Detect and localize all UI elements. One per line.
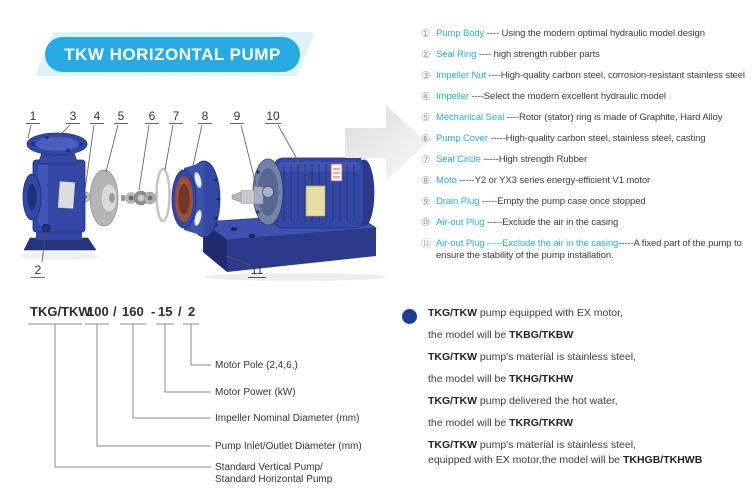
callout-3: 3 bbox=[69, 109, 77, 123]
note-model-result: TKRG/TKRW bbox=[509, 417, 574, 429]
label-series-line1: Standard Vertical Pump/ bbox=[215, 462, 323, 473]
pump-body-shadow bbox=[20, 252, 100, 260]
model-seg-impeller: 160 bbox=[122, 304, 144, 319]
model-code-breakdown bbox=[25, 300, 385, 500]
list-item bbox=[421, 238, 755, 262]
title-banner bbox=[38, 30, 313, 80]
part-description: ----High-quality carbon steel, corrosion-resistant stainless steel bbox=[486, 70, 745, 81]
note-text: the model will be bbox=[428, 329, 510, 341]
model-seg-slash2: / bbox=[178, 304, 182, 319]
part-description-blue: -----Exclude the air in the casing bbox=[484, 238, 619, 249]
page-title: TKW HORIZONTAL PUMP bbox=[64, 44, 281, 64]
callout-4: 4 bbox=[93, 109, 101, 123]
parts-list bbox=[421, 28, 755, 271]
callout-10: 10 bbox=[266, 109, 280, 123]
note-text: pump's material is stainless steel, bbox=[477, 439, 636, 451]
seal-circle-illustration bbox=[157, 169, 170, 221]
model-seg-pole: 2 bbox=[188, 304, 196, 319]
item-number: ⑧ bbox=[421, 175, 431, 187]
note-model-lead: TKG/TKW bbox=[428, 439, 477, 451]
part-name: Air-out Plug bbox=[436, 217, 485, 228]
callout-2: 2 bbox=[34, 263, 42, 277]
item-number: ⑥ bbox=[421, 133, 431, 145]
list-item bbox=[421, 196, 755, 208]
item-number: ⑤ bbox=[421, 112, 431, 124]
list-item bbox=[421, 217, 755, 229]
model-seg-series: TKG/TKW bbox=[30, 304, 91, 319]
callout-7: 7 bbox=[172, 109, 180, 123]
part-description: ---- high strength rubber parts bbox=[476, 49, 600, 60]
label-motor-pole: Motor Pole (2,4,6,) bbox=[215, 360, 298, 371]
model-seg-power: 15 bbox=[158, 304, 173, 319]
part-name: Impeller bbox=[436, 91, 469, 102]
part-description: ---- Using the modern optimal hydraulic model design bbox=[484, 28, 705, 39]
pump-exploded-diagram bbox=[0, 100, 430, 300]
part-description: -----Exclude the air in the casing bbox=[484, 217, 619, 228]
motor-label bbox=[331, 164, 342, 181]
list-item bbox=[421, 175, 755, 187]
motor-illustration bbox=[274, 150, 374, 228]
model-seg-inlet: 100 bbox=[87, 304, 109, 319]
part-description: -----High-quality carbon steel, stainless steel, casting bbox=[487, 133, 706, 144]
note-text: pump's material is stainless steel, bbox=[477, 351, 636, 363]
list-item bbox=[421, 133, 755, 145]
list-item bbox=[421, 112, 755, 124]
model-seg-slash1: / bbox=[113, 304, 117, 319]
list-item bbox=[421, 49, 755, 61]
pump-cover-illustration bbox=[172, 161, 220, 237]
banner-pill bbox=[45, 37, 300, 72]
list-item bbox=[421, 91, 755, 103]
model-variant-notes bbox=[400, 306, 752, 468]
note-bullet-icon bbox=[402, 309, 417, 324]
item-number: ③ bbox=[421, 70, 431, 82]
part-name: Mechanical Seal bbox=[436, 112, 505, 123]
part-name: Air-out Plug bbox=[436, 238, 485, 249]
note-model-lead: TKG/TKW bbox=[428, 307, 477, 319]
note-model-result: TKHG/TKHW bbox=[509, 373, 574, 385]
note-text: pump delivered the hot water, bbox=[477, 395, 618, 407]
callout-5: 5 bbox=[117, 109, 125, 123]
note-model-result: TKBG/TKBW bbox=[509, 329, 574, 341]
note-text: the model will be bbox=[428, 373, 510, 385]
part-description: -----High strength Rubber bbox=[480, 154, 588, 165]
callout-8: 8 bbox=[201, 109, 209, 123]
item-number: ⑨ bbox=[421, 196, 431, 208]
shaft-illustration bbox=[232, 159, 283, 225]
model-code-string bbox=[30, 304, 195, 319]
part-name: Seal Ring bbox=[436, 49, 477, 60]
list-item bbox=[421, 28, 755, 40]
part-description: ----Rotor (stator) ring is made of Graphite, Hard Alloy bbox=[504, 112, 723, 123]
pump-body-label bbox=[58, 182, 75, 209]
part-description: ----Select the modern excellent hydraulic model bbox=[469, 91, 666, 102]
item-number: ① bbox=[421, 28, 431, 40]
part-name: Impeller Nut bbox=[436, 70, 487, 81]
callout-11: 11 bbox=[250, 263, 264, 277]
part-name: Moto bbox=[436, 175, 457, 186]
callout-6: 6 bbox=[148, 109, 156, 123]
note-model-lead: TKG/TKW bbox=[428, 395, 477, 407]
note-model-lead: TKG/TKW bbox=[428, 351, 477, 363]
note-item bbox=[428, 394, 752, 431]
motor-nameplate bbox=[306, 186, 325, 216]
note-model-result: TKHGB/TKHWB bbox=[622, 454, 703, 466]
item-number: ⑩ bbox=[421, 217, 431, 229]
callout-9: 9 bbox=[233, 109, 241, 123]
drain-plug bbox=[42, 224, 50, 232]
impeller-illustration bbox=[90, 170, 118, 226]
mechanical-seal-illustration bbox=[121, 191, 156, 205]
part-name: Pump Body bbox=[436, 28, 485, 39]
note-item bbox=[428, 306, 752, 343]
item-number: ② bbox=[421, 49, 431, 61]
part-name: Seal Circle bbox=[436, 154, 481, 165]
model-code-connectors bbox=[28, 324, 211, 467]
label-motor-power: Motor Power (kW) bbox=[215, 387, 296, 398]
note-item bbox=[428, 350, 752, 387]
note-item bbox=[428, 438, 752, 468]
item-number: ⑦ bbox=[421, 154, 431, 166]
label-impeller-diameter: Impeller Nominal Diameter (mm) bbox=[215, 413, 360, 424]
part-name: Pump Cover bbox=[436, 133, 488, 144]
label-series-line2: Standard Horizontal Pump bbox=[215, 474, 333, 485]
label-inlet-outlet: Pump Inlet/Outlet Diameter (mm) bbox=[215, 441, 362, 452]
list-item bbox=[421, 154, 755, 166]
note-text: the model will be bbox=[428, 417, 510, 429]
item-number: ④ bbox=[421, 91, 431, 103]
list-item bbox=[421, 70, 755, 82]
note-text: equipped with EX motor,the model will be bbox=[428, 454, 623, 466]
pump-body-illustration bbox=[23, 133, 96, 250]
part-name: Drain Plug bbox=[436, 196, 480, 207]
item-number: ⑪ bbox=[421, 238, 432, 250]
note-text: pump equipped with EX motor, bbox=[477, 307, 623, 319]
part-description: -----Y2 or YX3 series energy-efficient V1 motor bbox=[456, 175, 651, 186]
part-description: -----Empty the pump case once stopped bbox=[479, 196, 646, 207]
part-description: -----A fixed part of the pump to ensure the stability of the pump installation. bbox=[436, 238, 742, 261]
callout-1: 1 bbox=[29, 109, 37, 123]
base-shadow bbox=[203, 273, 387, 281]
model-seg-dash: - bbox=[151, 304, 156, 319]
